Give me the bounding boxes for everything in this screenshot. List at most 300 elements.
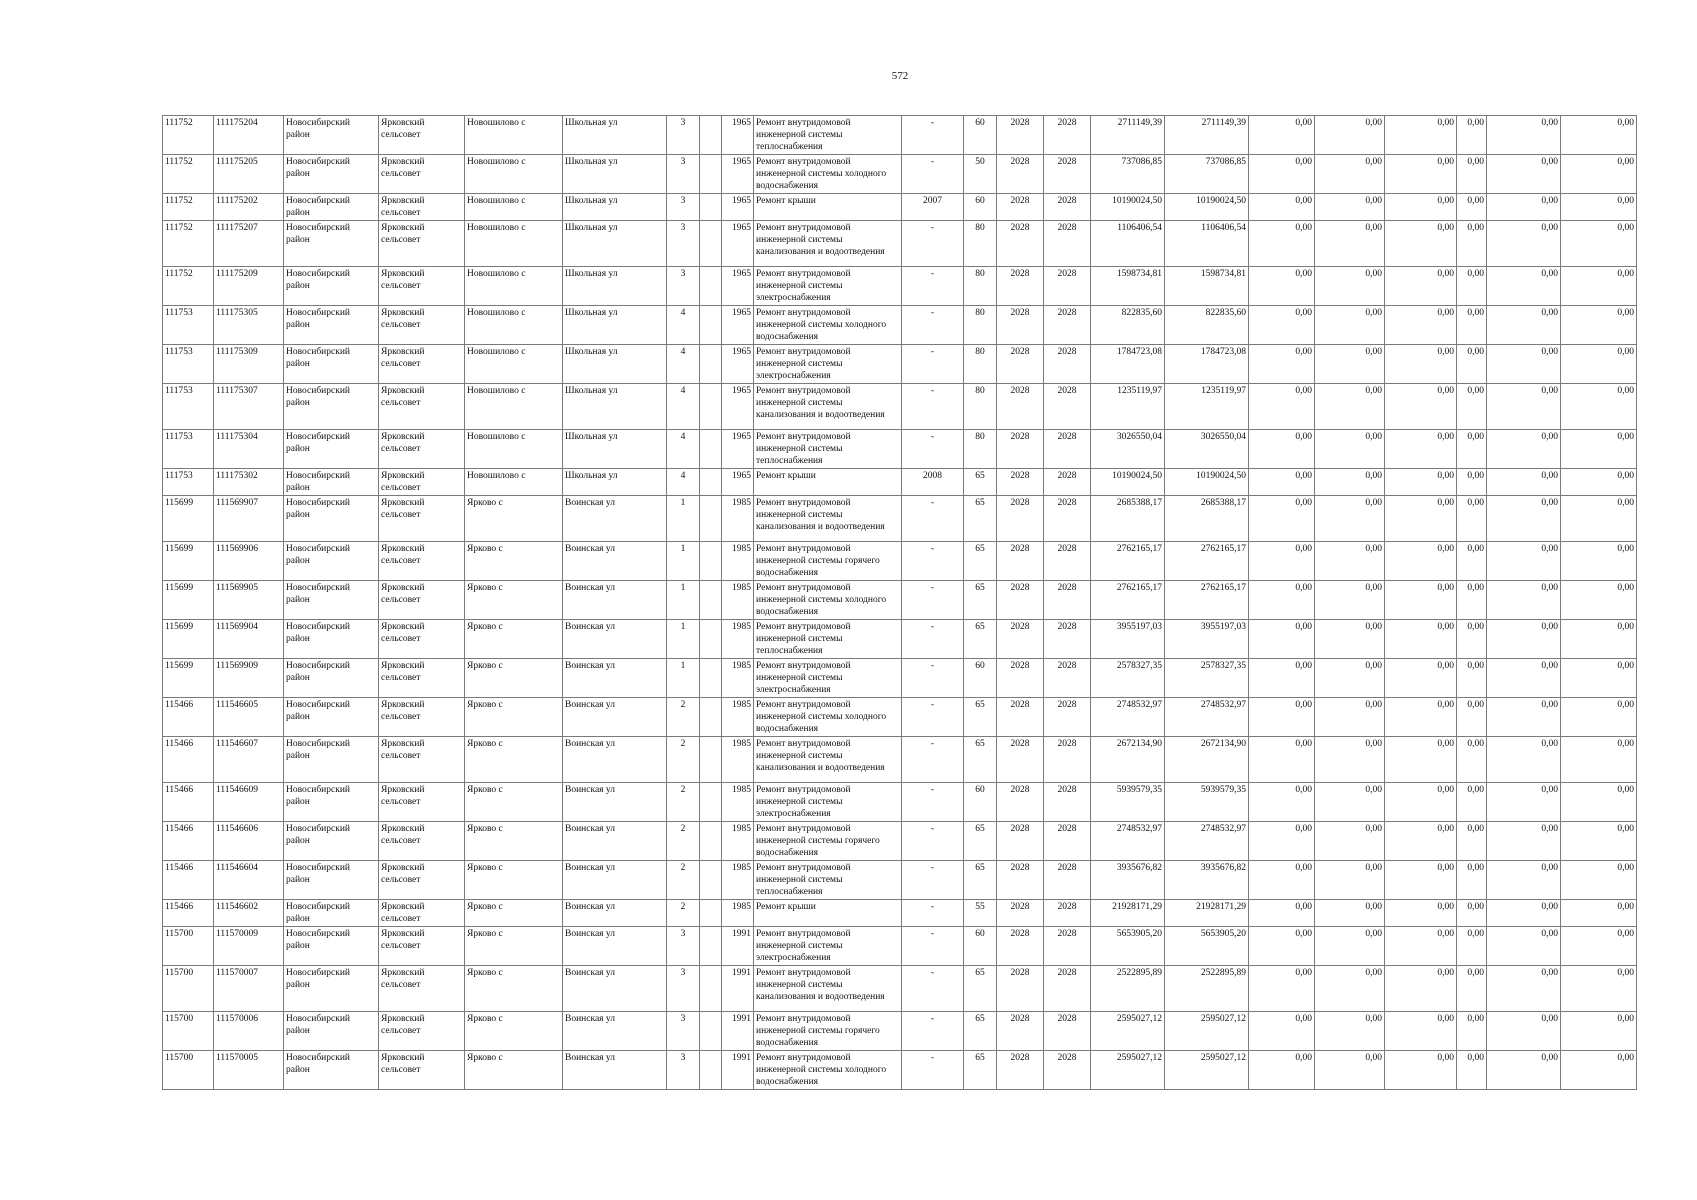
cell-year-built: 1991	[722, 1012, 754, 1051]
cell-council: Ярковский сельсовет	[379, 430, 465, 469]
cell-element-id: 111175204	[214, 116, 284, 155]
cell-cost-total: 10190024,50	[1091, 194, 1165, 221]
cell-cost-fund: 2672134,90	[1165, 737, 1249, 783]
table-row	[163, 581, 1637, 620]
cell-cost-zero-1: 0,00	[1249, 927, 1315, 966]
cell-cost-zero-4: 0,00	[1457, 496, 1487, 542]
table-row	[163, 430, 1637, 469]
cell-building	[700, 306, 722, 345]
cell-cost-zero-6: 0,00	[1561, 900, 1637, 927]
cell-cost-zero-5: 0,00	[1487, 221, 1561, 267]
cell-street: Школьная ул	[563, 267, 667, 306]
cell-cost-zero-6: 0,00	[1561, 783, 1637, 822]
cell-house-id: 115466	[163, 900, 214, 927]
cell-house-id: 115466	[163, 698, 214, 737]
cell-cost-total: 3935676,82	[1091, 861, 1165, 900]
cell-cost-zero-2: 0,00	[1315, 116, 1385, 155]
cell-cost-total: 2672134,90	[1091, 737, 1165, 783]
table-row	[163, 267, 1637, 306]
cell-work-type: Ремонт внутридомовой инженерной системы электроснабжения	[754, 659, 902, 698]
cell-district: Новосибирский район	[284, 306, 379, 345]
cell-cost-zero-4: 0,00	[1457, 345, 1487, 384]
cell-plan-year-start: 2028	[997, 542, 1044, 581]
cell-council: Ярковский сельсовет	[379, 1012, 465, 1051]
cell-council: Ярковский сельсовет	[379, 966, 465, 1012]
cell-district: Новосибирский район	[284, 194, 379, 221]
cell-house-id: 111753	[163, 345, 214, 384]
cell-plan-year-start: 2028	[997, 698, 1044, 737]
cell-cost-zero-4: 0,00	[1457, 1012, 1487, 1051]
cell-house-id: 115699	[163, 581, 214, 620]
cell-year-built: 1965	[722, 469, 754, 496]
cell-cost-zero-1: 0,00	[1249, 194, 1315, 221]
cell-building	[700, 384, 722, 430]
cell-cost-zero-6: 0,00	[1561, 116, 1637, 155]
cell-cost-fund: 21928171,29	[1165, 900, 1249, 927]
cell-cost-zero-3: 0,00	[1385, 620, 1457, 659]
cell-cost-total: 1784723,08	[1091, 345, 1165, 384]
cell-street: Воинская ул	[563, 822, 667, 861]
cell-house-number: 1	[667, 659, 700, 698]
cell-building	[700, 698, 722, 737]
cell-plan-year-start: 2028	[997, 822, 1044, 861]
cell-cost-zero-4: 0,00	[1457, 1051, 1487, 1090]
cell-wear-percent: 80	[964, 306, 997, 345]
cell-council: Ярковский сельсовет	[379, 194, 465, 221]
cell-settlement: Новошилово с	[465, 384, 563, 430]
cell-cost-zero-6: 0,00	[1561, 822, 1637, 861]
cell-cost-zero-5: 0,00	[1487, 155, 1561, 194]
cell-plan-year-start: 2028	[997, 737, 1044, 783]
cell-cost-zero-1: 0,00	[1249, 783, 1315, 822]
cell-cost-zero-2: 0,00	[1315, 1012, 1385, 1051]
cell-work-type: Ремонт крыши	[754, 194, 902, 221]
cell-cost-zero-6: 0,00	[1561, 620, 1637, 659]
cell-plan-year-start: 2028	[997, 194, 1044, 221]
cell-cost-zero-6: 0,00	[1561, 345, 1637, 384]
cell-element-id: 111175307	[214, 384, 284, 430]
cell-district: Новосибирский район	[284, 966, 379, 1012]
cell-house-id: 115699	[163, 542, 214, 581]
cell-settlement: Ярково с	[465, 927, 563, 966]
cell-work-type: Ремонт внутридомовой инженерной системы горячего водоснабжения	[754, 1012, 902, 1051]
cell-house-number: 1	[667, 542, 700, 581]
cell-house-id: 115700	[163, 927, 214, 966]
cell-wear-percent: 65	[964, 861, 997, 900]
cell-cost-zero-1: 0,00	[1249, 659, 1315, 698]
cell-house-id: 115466	[163, 783, 214, 822]
cell-cost-zero-6: 0,00	[1561, 221, 1637, 267]
cell-cost-zero-2: 0,00	[1315, 737, 1385, 783]
cell-cost-zero-4: 0,00	[1457, 659, 1487, 698]
cell-wear-percent: 60	[964, 659, 997, 698]
cell-cost-zero-3: 0,00	[1385, 116, 1457, 155]
cell-cost-fund: 2578327,35	[1165, 659, 1249, 698]
cell-district: Новосибирский район	[284, 469, 379, 496]
cell-year-built: 1985	[722, 581, 754, 620]
cell-cost-zero-2: 0,00	[1315, 861, 1385, 900]
cell-building	[700, 542, 722, 581]
cell-cost-zero-2: 0,00	[1315, 496, 1385, 542]
cell-plan-year-start: 2028	[997, 581, 1044, 620]
cell-council: Ярковский сельсовет	[379, 384, 465, 430]
cell-cost-zero-5: 0,00	[1487, 861, 1561, 900]
cell-building	[700, 966, 722, 1012]
cell-cost-zero-2: 0,00	[1315, 345, 1385, 384]
cell-plan-year-end: 2028	[1044, 783, 1091, 822]
cell-cost-zero-4: 0,00	[1457, 221, 1487, 267]
cell-district: Новосибирский район	[284, 496, 379, 542]
cell-cost-zero-1: 0,00	[1249, 861, 1315, 900]
cell-last-repair-year: -	[902, 927, 964, 966]
cell-settlement: Ярково с	[465, 620, 563, 659]
cell-house-number: 3	[667, 1012, 700, 1051]
cell-cost-total: 3026550,04	[1091, 430, 1165, 469]
cell-cost-zero-2: 0,00	[1315, 221, 1385, 267]
cell-cost-fund: 2685388,17	[1165, 496, 1249, 542]
cell-cost-zero-5: 0,00	[1487, 430, 1561, 469]
cell-cost-zero-6: 0,00	[1561, 1012, 1637, 1051]
cell-cost-zero-5: 0,00	[1487, 900, 1561, 927]
cell-last-repair-year: -	[902, 581, 964, 620]
cell-council: Ярковский сельсовет	[379, 345, 465, 384]
cell-settlement: Ярково с	[465, 737, 563, 783]
cell-cost-zero-5: 0,00	[1487, 496, 1561, 542]
cell-settlement: Новошилово с	[465, 221, 563, 267]
cell-cost-zero-4: 0,00	[1457, 966, 1487, 1012]
cell-cost-zero-4: 0,00	[1457, 861, 1487, 900]
cell-wear-percent: 65	[964, 620, 997, 659]
table-row	[163, 345, 1637, 384]
cell-element-id: 111546602	[214, 900, 284, 927]
cell-work-type: Ремонт внутридомовой инженерной системы канализования и водоотведения	[754, 737, 902, 783]
cell-building	[700, 194, 722, 221]
cell-cost-fund: 2595027,12	[1165, 1051, 1249, 1090]
cell-house-id: 111752	[163, 267, 214, 306]
table-row	[163, 1051, 1637, 1090]
cell-settlement: Новошилово с	[465, 469, 563, 496]
cell-settlement: Ярково с	[465, 698, 563, 737]
cell-house-number: 3	[667, 221, 700, 267]
cell-cost-zero-4: 0,00	[1457, 822, 1487, 861]
cell-house-id: 111752	[163, 116, 214, 155]
cell-cost-total: 1106406,54	[1091, 221, 1165, 267]
cell-street: Воинская ул	[563, 861, 667, 900]
cell-work-type: Ремонт внутридомовой инженерной системы канализования и водоотведения	[754, 384, 902, 430]
cell-cost-zero-2: 0,00	[1315, 927, 1385, 966]
cell-council: Ярковский сельсовет	[379, 306, 465, 345]
cell-cost-total: 2685388,17	[1091, 496, 1165, 542]
cell-council: Ярковский сельсовет	[379, 1051, 465, 1090]
cell-cost-zero-3: 0,00	[1385, 469, 1457, 496]
cell-house-number: 1	[667, 496, 700, 542]
cell-district: Новосибирский район	[284, 659, 379, 698]
cell-last-repair-year: -	[902, 1012, 964, 1051]
cell-work-type: Ремонт внутридомовой инженерной системы холодного водоснабжения	[754, 698, 902, 737]
cell-cost-zero-2: 0,00	[1315, 698, 1385, 737]
cell-district: Новосибирский район	[284, 384, 379, 430]
cell-house-id: 111753	[163, 469, 214, 496]
cell-plan-year-start: 2028	[997, 267, 1044, 306]
cell-last-repair-year: -	[902, 430, 964, 469]
cell-year-built: 1985	[722, 900, 754, 927]
cell-element-id: 111569905	[214, 581, 284, 620]
cell-last-repair-year: -	[902, 345, 964, 384]
cell-council: Ярковский сельсовет	[379, 698, 465, 737]
cell-cost-zero-6: 0,00	[1561, 155, 1637, 194]
cell-wear-percent: 65	[964, 496, 997, 542]
cell-cost-fund: 10190024,50	[1165, 194, 1249, 221]
table-row	[163, 659, 1637, 698]
cell-cost-fund: 3935676,82	[1165, 861, 1249, 900]
cell-house-id: 111752	[163, 221, 214, 267]
cell-house-id: 115700	[163, 966, 214, 1012]
cell-house-number: 2	[667, 783, 700, 822]
cell-cost-zero-6: 0,00	[1561, 581, 1637, 620]
cell-council: Ярковский сельсовет	[379, 927, 465, 966]
table-row	[163, 900, 1637, 927]
cell-plan-year-start: 2028	[997, 900, 1044, 927]
cell-cost-zero-2: 0,00	[1315, 155, 1385, 194]
cell-cost-zero-3: 0,00	[1385, 155, 1457, 194]
cell-plan-year-end: 2028	[1044, 267, 1091, 306]
cell-plan-year-end: 2028	[1044, 900, 1091, 927]
cell-cost-zero-3: 0,00	[1385, 306, 1457, 345]
cell-street: Воинская ул	[563, 698, 667, 737]
cell-element-id: 111569909	[214, 659, 284, 698]
cell-cost-zero-1: 0,00	[1249, 469, 1315, 496]
cell-council: Ярковский сельсовет	[379, 542, 465, 581]
cell-last-repair-year: -	[902, 822, 964, 861]
cell-building	[700, 927, 722, 966]
cell-cost-zero-2: 0,00	[1315, 900, 1385, 927]
cell-cost-zero-1: 0,00	[1249, 581, 1315, 620]
cell-last-repair-year: 2008	[902, 469, 964, 496]
cell-cost-zero-5: 0,00	[1487, 345, 1561, 384]
cell-building	[700, 345, 722, 384]
cell-street: Школьная ул	[563, 116, 667, 155]
cell-street: Школьная ул	[563, 155, 667, 194]
cell-work-type: Ремонт внутридомовой инженерной системы электроснабжения	[754, 783, 902, 822]
cell-year-built: 1985	[722, 737, 754, 783]
cell-cost-zero-4: 0,00	[1457, 430, 1487, 469]
table-row	[163, 698, 1637, 737]
cell-cost-total: 3955197,03	[1091, 620, 1165, 659]
cell-cost-zero-5: 0,00	[1487, 581, 1561, 620]
cell-plan-year-end: 2028	[1044, 737, 1091, 783]
cell-district: Новосибирский район	[284, 155, 379, 194]
cell-element-id: 111546609	[214, 783, 284, 822]
table-row	[163, 384, 1637, 430]
cell-cost-zero-3: 0,00	[1385, 822, 1457, 861]
cell-element-id: 111175309	[214, 345, 284, 384]
cell-cost-total: 737086,85	[1091, 155, 1165, 194]
cell-settlement: Ярково с	[465, 542, 563, 581]
cell-house-number: 4	[667, 306, 700, 345]
cell-wear-percent: 65	[964, 542, 997, 581]
cell-wear-percent: 65	[964, 1012, 997, 1051]
table-row	[163, 1012, 1637, 1051]
cell-plan-year-start: 2028	[997, 1051, 1044, 1090]
cell-cost-zero-1: 0,00	[1249, 542, 1315, 581]
cell-cost-zero-5: 0,00	[1487, 822, 1561, 861]
cell-cost-zero-6: 0,00	[1561, 469, 1637, 496]
cell-wear-percent: 60	[964, 194, 997, 221]
cell-cost-zero-3: 0,00	[1385, 900, 1457, 927]
cell-building	[700, 861, 722, 900]
table-row	[163, 116, 1637, 155]
cell-house-number: 3	[667, 155, 700, 194]
cell-cost-zero-5: 0,00	[1487, 384, 1561, 430]
cell-cost-zero-3: 0,00	[1385, 861, 1457, 900]
cell-cost-fund: 1235119,97	[1165, 384, 1249, 430]
cell-district: Новосибирский район	[284, 581, 379, 620]
table-row	[163, 469, 1637, 496]
cell-cost-zero-4: 0,00	[1457, 927, 1487, 966]
cell-plan-year-start: 2028	[997, 155, 1044, 194]
cell-element-id: 111546605	[214, 698, 284, 737]
cell-cost-fund: 3955197,03	[1165, 620, 1249, 659]
cell-work-type: Ремонт внутридомовой инженерной системы электроснабжения	[754, 267, 902, 306]
cell-street: Воинская ул	[563, 620, 667, 659]
cell-cost-zero-1: 0,00	[1249, 267, 1315, 306]
cell-wear-percent: 60	[964, 783, 997, 822]
cell-plan-year-end: 2028	[1044, 116, 1091, 155]
cell-last-repair-year: -	[902, 267, 964, 306]
cell-cost-zero-3: 0,00	[1385, 542, 1457, 581]
cell-cost-zero-1: 0,00	[1249, 116, 1315, 155]
cell-cost-zero-5: 0,00	[1487, 966, 1561, 1012]
cell-last-repair-year: -	[902, 155, 964, 194]
cell-element-id: 111569904	[214, 620, 284, 659]
cell-house-number: 4	[667, 384, 700, 430]
cell-street: Воинская ул	[563, 1012, 667, 1051]
cell-element-id: 111175202	[214, 194, 284, 221]
cell-house-number: 3	[667, 927, 700, 966]
cell-cost-zero-2: 0,00	[1315, 966, 1385, 1012]
cell-wear-percent: 65	[964, 698, 997, 737]
cell-house-number: 2	[667, 698, 700, 737]
cell-cost-fund: 5939579,35	[1165, 783, 1249, 822]
cell-cost-zero-4: 0,00	[1457, 698, 1487, 737]
cell-plan-year-start: 2028	[997, 861, 1044, 900]
cell-work-type: Ремонт внутридомовой инженерной системы холодного водоснабжения	[754, 581, 902, 620]
cell-last-repair-year: -	[902, 737, 964, 783]
cell-district: Новосибирский район	[284, 1051, 379, 1090]
cell-house-id: 115700	[163, 1051, 214, 1090]
cell-wear-percent: 60	[964, 116, 997, 155]
cell-work-type: Ремонт внутридомовой инженерной системы горячего водоснабжения	[754, 822, 902, 861]
cell-cost-total: 2711149,39	[1091, 116, 1165, 155]
cell-cost-zero-6: 0,00	[1561, 496, 1637, 542]
cell-settlement: Ярково с	[465, 822, 563, 861]
cell-year-built: 1965	[722, 430, 754, 469]
cell-year-built: 1985	[722, 861, 754, 900]
cell-building	[700, 116, 722, 155]
cell-cost-zero-3: 0,00	[1385, 221, 1457, 267]
cell-cost-total: 10190024,50	[1091, 469, 1165, 496]
cell-building	[700, 469, 722, 496]
cell-house-number: 4	[667, 345, 700, 384]
cell-work-type: Ремонт внутридомовой инженерной системы холодного водоснабжения	[754, 155, 902, 194]
cell-element-id: 111569906	[214, 542, 284, 581]
cell-street: Воинская ул	[563, 581, 667, 620]
cell-settlement: Ярково с	[465, 581, 563, 620]
page-number: 572	[891, 70, 909, 82]
cell-element-id: 111175302	[214, 469, 284, 496]
cell-cost-total: 822835,60	[1091, 306, 1165, 345]
cell-cost-zero-5: 0,00	[1487, 306, 1561, 345]
cell-cost-zero-6: 0,00	[1561, 430, 1637, 469]
cell-work-type: Ремонт внутридомовой инженерной системы горячего водоснабжения	[754, 542, 902, 581]
cell-last-repair-year: -	[902, 542, 964, 581]
cell-cost-zero-3: 0,00	[1385, 659, 1457, 698]
cell-cost-fund: 822835,60	[1165, 306, 1249, 345]
cell-cost-zero-4: 0,00	[1457, 155, 1487, 194]
cell-street: Школьная ул	[563, 384, 667, 430]
cell-street: Воинская ул	[563, 927, 667, 966]
table-row	[163, 194, 1637, 221]
cell-cost-zero-6: 0,00	[1561, 737, 1637, 783]
cell-settlement: Ярково с	[465, 1051, 563, 1090]
cell-work-type: Ремонт крыши	[754, 900, 902, 927]
cell-plan-year-end: 2028	[1044, 581, 1091, 620]
cell-plan-year-end: 2028	[1044, 659, 1091, 698]
cell-year-built: 1965	[722, 221, 754, 267]
cell-cost-zero-2: 0,00	[1315, 194, 1385, 221]
cell-house-id: 115699	[163, 620, 214, 659]
cell-plan-year-start: 2028	[997, 384, 1044, 430]
cell-council: Ярковский сельсовет	[379, 783, 465, 822]
cell-council: Ярковский сельсовет	[379, 221, 465, 267]
cell-cost-total: 5653905,20	[1091, 927, 1165, 966]
cell-cost-zero-5: 0,00	[1487, 783, 1561, 822]
cell-wear-percent: 80	[964, 345, 997, 384]
cell-last-repair-year: -	[902, 620, 964, 659]
table-row	[163, 221, 1637, 267]
cell-work-type: Ремонт внутридомовой инженерной системы холодного водоснабжения	[754, 306, 902, 345]
cell-house-id: 115699	[163, 659, 214, 698]
cell-plan-year-start: 2028	[997, 966, 1044, 1012]
cell-district: Новосибирский район	[284, 221, 379, 267]
cell-cost-zero-4: 0,00	[1457, 581, 1487, 620]
cell-cost-total: 2578327,35	[1091, 659, 1165, 698]
cell-cost-fund: 2762165,17	[1165, 581, 1249, 620]
cell-cost-zero-1: 0,00	[1249, 155, 1315, 194]
cell-street: Воинская ул	[563, 900, 667, 927]
cell-cost-zero-2: 0,00	[1315, 620, 1385, 659]
cell-cost-zero-1: 0,00	[1249, 737, 1315, 783]
cell-cost-zero-1: 0,00	[1249, 306, 1315, 345]
cell-house-id: 115466	[163, 737, 214, 783]
cell-street: Воинская ул	[563, 659, 667, 698]
cell-wear-percent: 65	[964, 581, 997, 620]
cell-plan-year-end: 2028	[1044, 822, 1091, 861]
cell-work-type: Ремонт внутридомовой инженерной системы канализования и водоотведения	[754, 966, 902, 1012]
cell-cost-zero-1: 0,00	[1249, 384, 1315, 430]
cell-cost-fund: 10190024,50	[1165, 469, 1249, 496]
cell-house-id: 115466	[163, 822, 214, 861]
cell-house-id: 111753	[163, 430, 214, 469]
cell-last-repair-year: -	[902, 698, 964, 737]
cell-cost-zero-5: 0,00	[1487, 737, 1561, 783]
cell-wear-percent: 60	[964, 927, 997, 966]
cell-cost-zero-4: 0,00	[1457, 469, 1487, 496]
cell-cost-zero-3: 0,00	[1385, 194, 1457, 221]
cell-cost-fund: 1784723,08	[1165, 345, 1249, 384]
cell-house-number: 2	[667, 861, 700, 900]
cell-house-id: 111753	[163, 306, 214, 345]
